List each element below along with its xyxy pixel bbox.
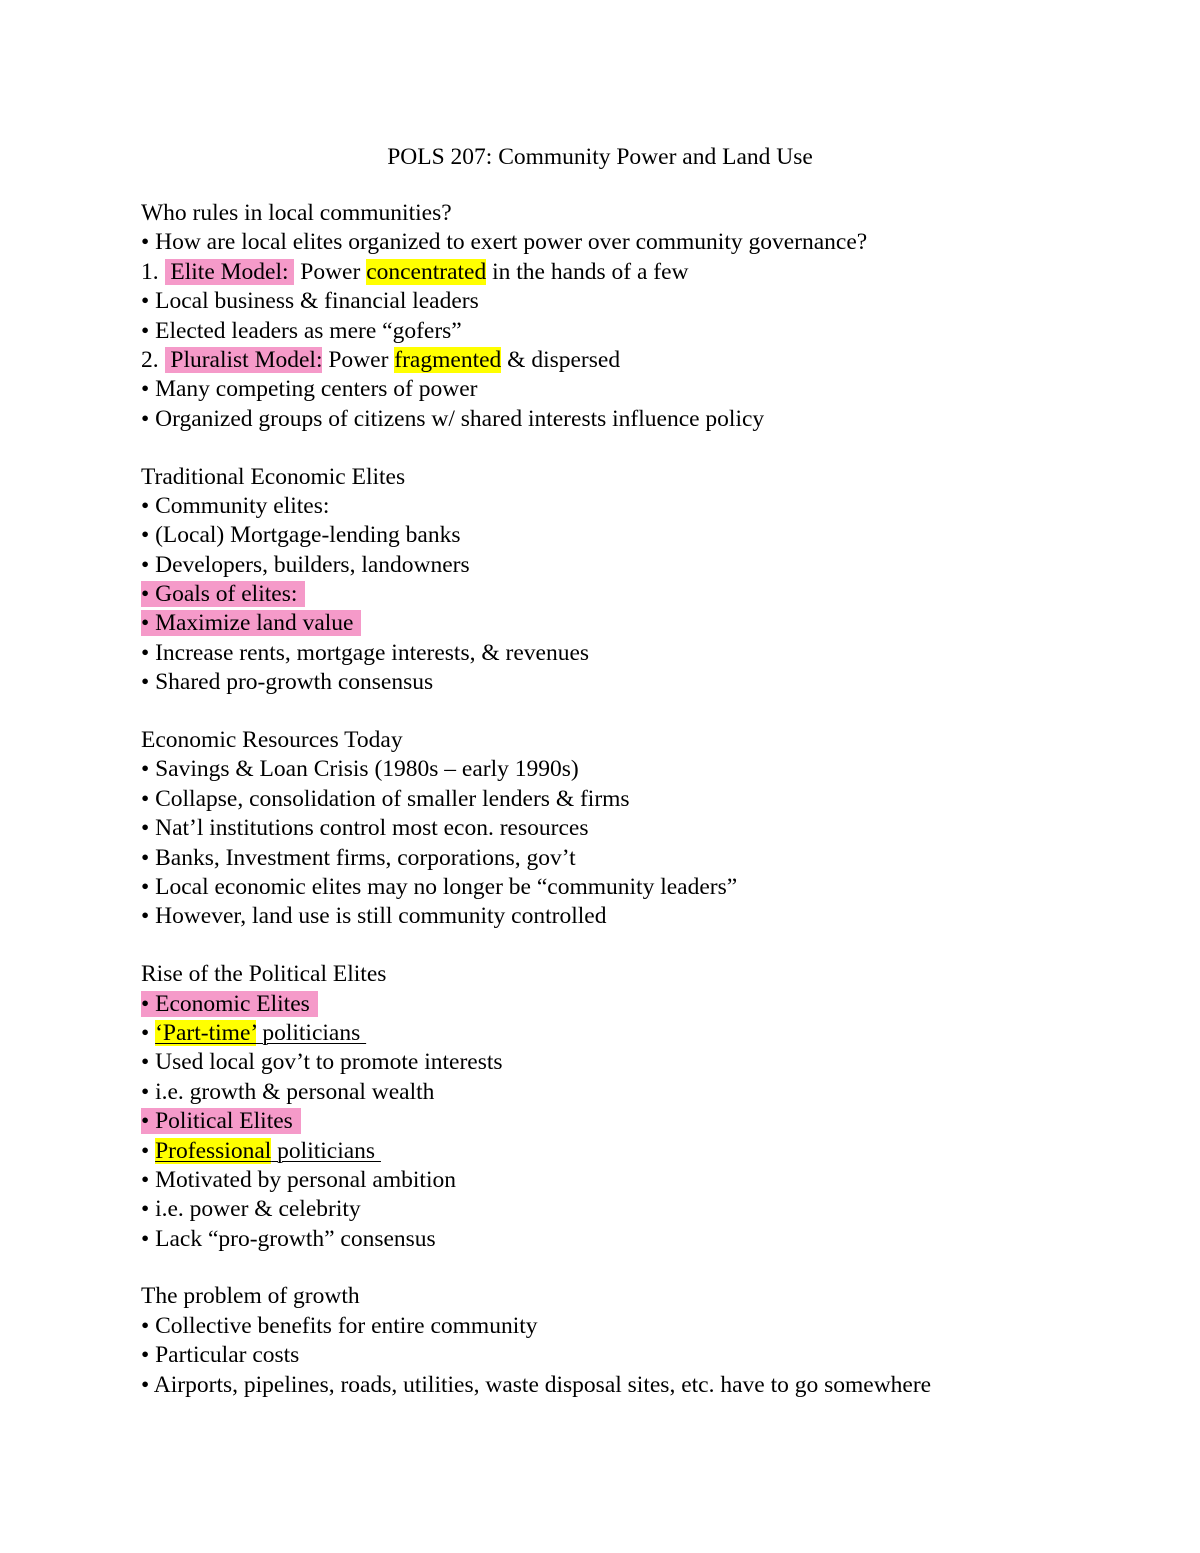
highlight-yellow-term: Professional: [155, 1137, 272, 1164]
underlined-text: politicians: [256, 1019, 367, 1046]
line-text: & dispersed: [501, 346, 621, 373]
bullet: •: [141, 1019, 156, 1046]
bullet-line: • Particular costs: [141, 1342, 300, 1369]
section-heading: Economic Resources Today: [141, 727, 403, 754]
bullet-line: • Collective benefits for entire community: [141, 1312, 538, 1339]
bullet-line-part-time: [141, 1019, 1141, 1048]
line-text: Power: [294, 258, 367, 285]
line-text: Power: [322, 346, 395, 373]
section-spacer: [141, 698, 1141, 726]
highlight-pink-line: • Economic Elites: [141, 991, 318, 1017]
highlight-pink-line: • Maximize land value: [141, 610, 361, 636]
numbered-line-pluralist-model: [141, 346, 1141, 375]
bullet-line: • Banks, Investment firms, corporations, gov’t: [141, 844, 576, 871]
bullet-line: • Many competing centers of power: [141, 376, 478, 403]
bullet-line: • i.e. power & celebrity: [141, 1196, 361, 1223]
bullet-line: • Shared pro-growth consensus: [141, 669, 434, 696]
list-number: 1.: [141, 258, 165, 285]
section-heading: Traditional Economic Elites: [141, 463, 406, 490]
bullet-line: • Used local gov’t to promote interests: [141, 1049, 503, 1076]
section-heading: Who rules in local communities?: [141, 200, 452, 226]
highlight-pink-term: Pluralist Model:: [164, 346, 323, 373]
bullet-line: • Community elites:: [141, 492, 330, 519]
bullet-line: • Nat’l institutions control most econ. resources: [141, 815, 589, 842]
bullet-line: • Collapse, consolidation of smaller lenders & firms: [141, 785, 630, 812]
list-number: 2.: [141, 346, 165, 373]
highlight-pink-term: Elite Model:: [164, 258, 295, 285]
highlight-yellow-term: ‘Part-time’: [155, 1019, 257, 1046]
highlight-pink-line: • Political Elites: [141, 1108, 301, 1134]
bullet-line: • Local business & financial leaders: [141, 288, 479, 315]
bullet-line: • i.e. growth & personal wealth: [141, 1078, 435, 1105]
bullet-line: • Developers, builders, landowners: [141, 551, 470, 578]
section-spacer: [141, 1254, 1141, 1282]
highlight-yellow-term: fragmented: [394, 346, 502, 373]
bullet-line: • Savings & Loan Crisis (1980s – early 1990s): [141, 756, 579, 783]
section-heading: Rise of the Political Elites: [141, 961, 387, 988]
bullet-line: • Organized groups of citizens w/ shared interests influence policy: [141, 405, 765, 432]
underlined-text: politicians: [271, 1137, 381, 1164]
line-text: in the hands of a few: [486, 258, 689, 285]
bullet-line: • However, land use is still community controlled: [141, 903, 607, 930]
section-rise-of-political-elites: [141, 960, 1141, 1254]
highlight-yellow-term: concentrated: [366, 258, 487, 285]
bullet-line: • How are local elites organized to exert power over community governance?: [141, 229, 868, 256]
bullet-line-professional: [141, 1137, 1141, 1166]
bullet-line: • Elected leaders as mere “gofers”: [141, 317, 462, 344]
section-economic-resources-today: [141, 726, 1141, 932]
document-title: POLS 207: Community Power and Land Use: [387, 144, 813, 170]
section-spacer: [141, 434, 1141, 462]
section-heading: The problem of growth: [141, 1283, 360, 1310]
bullet-line-highlighted: [141, 1107, 1141, 1136]
bullet-line-highlighted: [141, 990, 1141, 1019]
section-spacer: [141, 932, 1141, 960]
bullet-line: • Airports, pipelines, roads, utilities, waste disposal sites, etc. have to go somewhere: [141, 1371, 932, 1398]
section-traditional-economic-elites: [141, 463, 1141, 698]
bullet-line: • Increase rents, mortgage interests, & revenues: [141, 639, 590, 666]
bullet-line: • Motivated by personal ambition: [141, 1166, 456, 1193]
bullet-line: • Lack “pro-growth” consensus: [141, 1225, 436, 1252]
bullet: •: [141, 1137, 156, 1164]
bullet-line: • (Local) Mortgage-lending banks: [141, 522, 461, 549]
highlight-pink-line: • Goals of elites:: [141, 581, 305, 607]
numbered-line-elite-model: [141, 258, 1141, 287]
section-problem-of-growth: [141, 1282, 1141, 1400]
bullet-line: • Local economic elites may no longer be “community leaders”: [141, 873, 738, 900]
section-who-rules: [141, 199, 1141, 434]
bullet-line-highlighted: [141, 580, 1141, 609]
document-body: [141, 199, 1141, 1400]
bullet-line-highlighted: [141, 609, 1141, 638]
